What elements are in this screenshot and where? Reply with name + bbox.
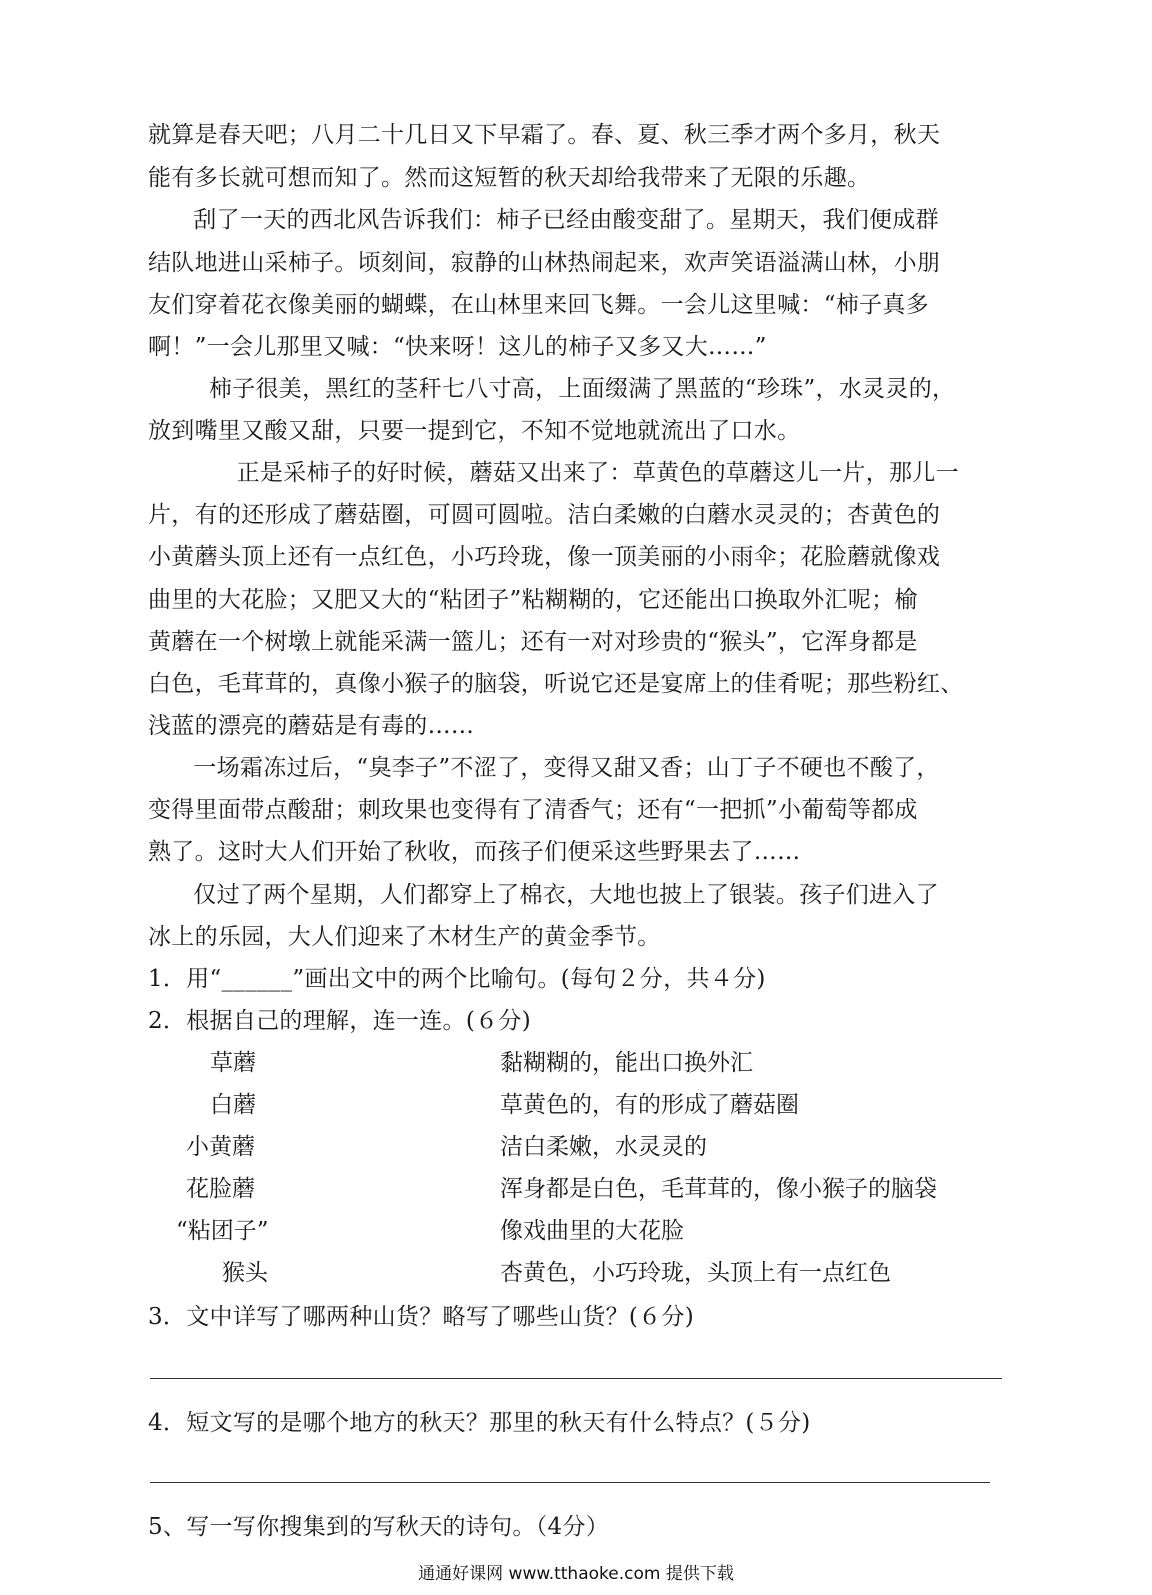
passage-line: 友们穿着花衣像美丽的蝴蝶，在山林里来回飞舞。一会儿这里喊：“柿子真多 <box>148 292 929 318</box>
question-3: 3．文中详写了哪两种山货？略写了哪些山货？(６分) <box>148 1304 695 1330</box>
match-left-item[interactable]: 草蘑 <box>210 1050 256 1076</box>
match-left-item[interactable]: 花脸蘑 <box>186 1176 255 1202</box>
passage-line: 放到嘴里又酸又甜，只要一提到它，不知不觉地就流出了口水。 <box>148 418 801 444</box>
passage-line: 结队地进山采柿子。顷刻间，寂静的山林热闹起来，欢声笑语溢满山林，小朋 <box>148 250 941 276</box>
passage-line: 啊！”一会儿那里又喊：“快来呀！这儿的柿子又多又大……” <box>148 334 767 360</box>
passage-line: 小黄蘑头顶上还有一点红色，小巧玲珑，像一顶美丽的小雨伞；花脸蘑就像戏 <box>148 544 941 570</box>
passage-line: 黄蘑在一个树墩上就能采满一篮儿；还有一对对珍贵的“猴头”，它浑身都是 <box>148 629 918 655</box>
question-5: 5、写一写你搜集到的写秋天的诗句。（4分） <box>148 1514 610 1540</box>
match-left-item[interactable]: 小黄蘑 <box>186 1134 255 1160</box>
answer-line[interactable] <box>150 1482 990 1483</box>
match-right-item[interactable]: 像戏曲里的大花脸 <box>500 1218 684 1244</box>
match-right-item[interactable]: 杏黄色，小巧玲珑，头顶上有一点红色 <box>500 1260 891 1286</box>
page-footer: 通通好课网 www.tthaoke.com 提供下载 <box>418 1564 734 1584</box>
passage-line: 白色，毛茸茸的，真像小猴子的脑袋，听说它还是宴席上的佳肴呢；那些粉红、 <box>148 671 964 697</box>
match-left-item[interactable]: 白蘑 <box>210 1092 256 1118</box>
match-right-item[interactable]: 黏糊糊的，能出口换外汇 <box>500 1050 753 1076</box>
passage-line: 熟了。这时大人们开始了秋收，而孩子们便采这些野果去了…… <box>148 839 801 865</box>
passage-line: 片，有的还形成了蘑菇圈，可圆可圆啦。洁白柔嫩的白蘑水灵灵的；杏黄色的 <box>148 502 941 528</box>
match-left-item[interactable]: 猴头 <box>222 1260 268 1286</box>
passage-line: 冰上的乐园，大人们迎来了木材生产的黄金季节。 <box>148 924 661 950</box>
question-1: 1．用“______”画出文中的两个比喻句。(每句２分，共４分) <box>148 966 766 992</box>
answer-line[interactable] <box>150 1378 1002 1379</box>
passage-line: 就算是春天吧；八月二十几日又下早霜了。春、夏、秋三季才两个多月，秋天 <box>148 122 941 148</box>
passage-line: 柿子很美，黑红的茎秆七八寸高，上面缀满了黑蓝的“珍珠”，水灵灵的， <box>178 376 956 402</box>
passage-line: 一场霜冻过后，“臭李子”不涩了，变得又甜又香；山丁子不硬也不酸了， <box>170 755 940 781</box>
passage-line: 正是采柿子的好时候，蘑菇又出来了：草黄色的草蘑这儿一片，那儿一 <box>190 460 959 486</box>
question-4: 4．短文写的是哪个地方的秋天？那里的秋天有什么特点？(５分) <box>148 1410 811 1436</box>
passage-line: 变得里面带点酸甜；刺玫果也变得有了清香气；还有“一把抓”小葡萄等都成 <box>148 797 918 823</box>
passage-line: 仅过了两个星期，人们都穿上了棉衣，大地也披上了银装。孩子们进入了 <box>170 882 939 908</box>
question-2: 2．根据自己的理解，连一连。(６分) <box>148 1008 531 1034</box>
passage-line: 刮了一天的西北风告诉我们：柿子已经由酸变甜了。星期天，我们便成群 <box>170 207 939 233</box>
match-left-item[interactable]: “粘团子” <box>176 1218 269 1244</box>
match-right-item[interactable]: 草黄色的，有的形成了蘑菇圈 <box>500 1092 799 1118</box>
passage-line: 曲里的大花脸；又肥又大的“粘团子”粘糊糊的，它还能出口换取外汇呢；榆 <box>148 587 918 613</box>
passage-line: 浅蓝的漂亮的蘑菇是有毒的…… <box>148 713 475 739</box>
match-right-item[interactable]: 洁白柔嫩，水灵灵的 <box>500 1134 707 1160</box>
match-right-item[interactable]: 浑身都是白色，毛茸茸的，像小猴子的脑袋 <box>500 1176 937 1202</box>
passage-line: 能有多长就可想而知了。然而这短暂的秋天却给我带来了无限的乐趣。 <box>148 165 871 191</box>
